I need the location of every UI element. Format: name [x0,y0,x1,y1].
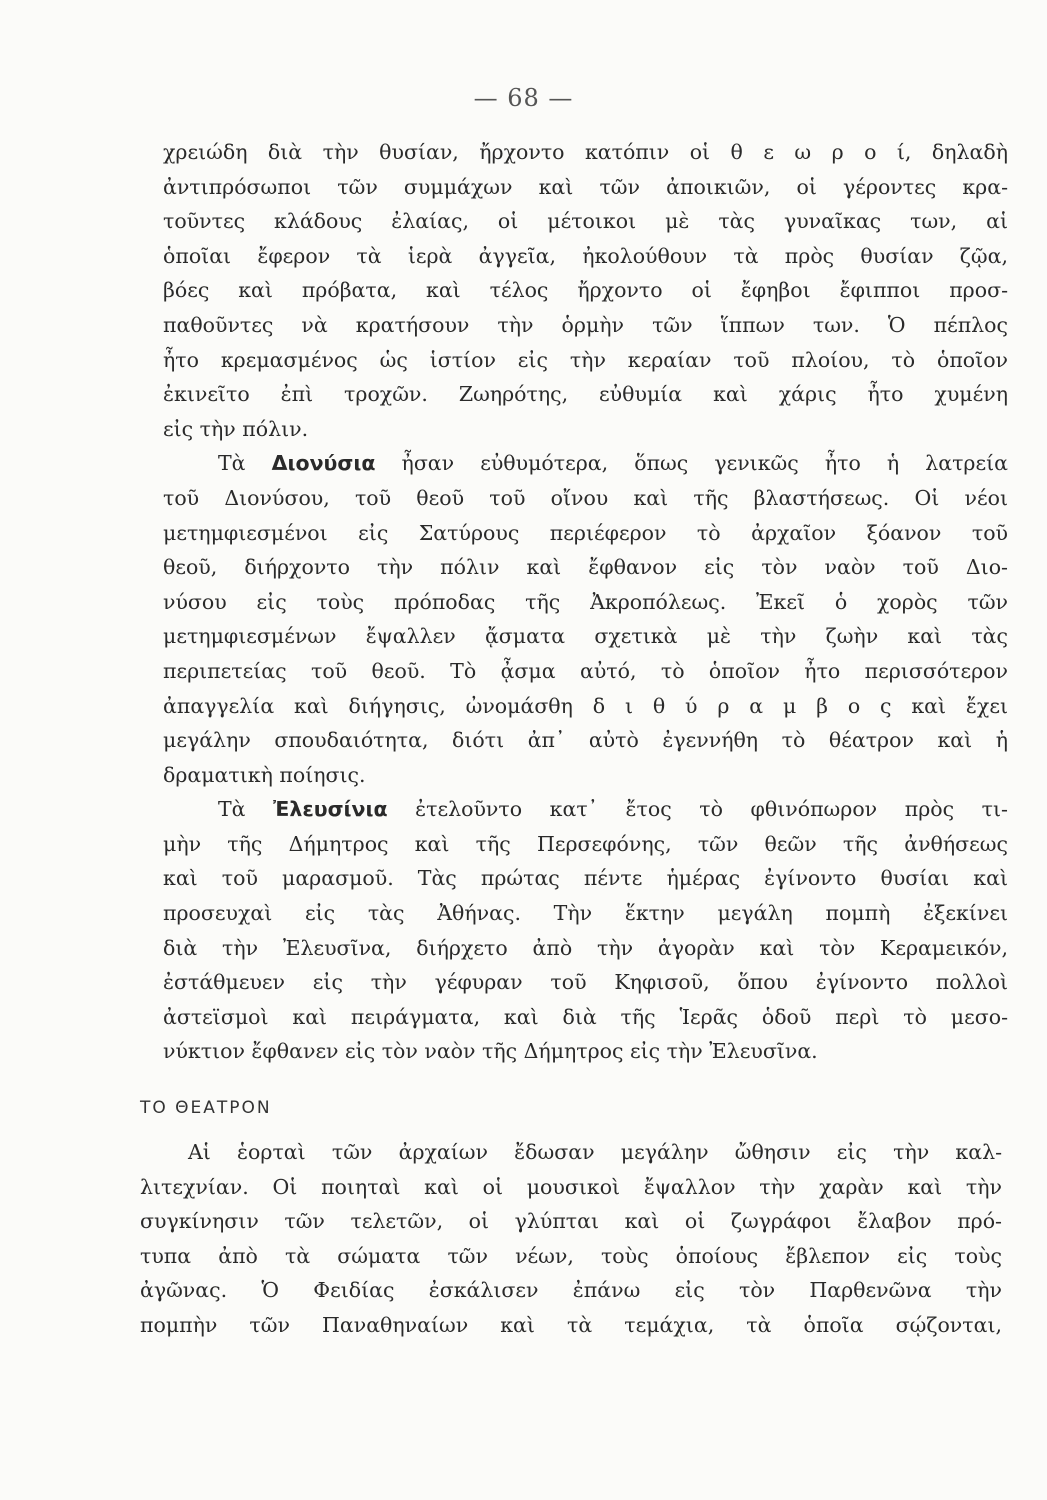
text-line: περιπετείας τοῦ θεοῦ. Τὸ ᾆσμα αὐτό, τὸ ὁποῖον ἦτο περισσότερον [163,658,1008,683]
page-number: — 68 — [473,84,574,112]
text-line: παθοῦντες νὰ κρατήσουν τὴν ὁρμὴν τῶν ἵππων των. Ὁ πέπλος [163,312,1008,337]
text-line: θεοῦ, διήρχοντο τὴν πόλιν καὶ ἔφθανον εἰς τὸν ναὸν τοῦ Διο- [163,555,1008,580]
theatre-section [140,1135,1002,1342]
text-line: τοῦ Διονύσου, τοῦ θεοῦ τοῦ οἴνου καὶ τῆς βλαστήσεως. Οἱ νέοι [163,485,1008,510]
text-line: ἀπαγγελία καὶ διήγησις, ὠνομάσθη δ ι θ ύ ρ α μ β ο ς καὶ ἔχει [163,693,1008,718]
text-line: ἀστεϊσμοὶ καὶ πειράγματα, καὶ διὰ τῆς Ἱερᾶς ὁδοῦ περὶ τὸ μεσο- [163,1004,1008,1029]
eleusinia-first-line-rest: ἐτελοῦντο κατ᾽ ἔτος τὸ φθινόπωρον πρὸς τι- [415,797,1008,822]
text-line: προσευχαὶ εἰς τὰς Ἀθήνας. Τὴν ἕκτην μεγάλη πομπὴ ἐξεκίνει [163,901,1008,926]
text-line: μετημφιεσμένων ἔψαλλεν ᾄσματα σχετικὰ μὲ τὴν ζωὴν καὶ τὰς [163,624,1008,649]
text-line: μεγάλην σπουδαιότητα, διότι ἀπ᾽ αὐτὸ ἐγεννήθη τὸ θέατρον καὶ ἡ [163,728,1008,753]
body-text [163,135,1008,1069]
text-line: χρειώδη διὰ τὴν θυσίαν, ἤρχοντο κατόπιν οἱ θ ε ω ρ ο ί, δηλαδὴ [163,140,1008,164]
dionysia-term: Διονύσια [271,451,376,476]
text-line: δραματικὴ ποίησις. [163,762,366,787]
eleusinia-term: Ἐλευσίνια [273,797,388,822]
text-line: ἀντιπρόσωποι τῶν συμμάχων καὶ τῶν ἀποικιῶν, οἱ γέροντες κρα- [163,174,1008,199]
text-line: μετημφιεσμένοι εἰς Σατύρους περιέφερον τὸ ἀρχαῖον ξόανον τοῦ [163,520,1008,545]
dionysia-first-line [163,446,1008,481]
text-line: λιτεχνίαν. Οἱ ποιηταὶ καὶ οἱ μουσικοὶ ἔψαλλον τὴν χαρὰν καὶ τὴν [140,1174,1002,1199]
text-line: τυπα ἀπὸ τὰ σώματα τῶν νέων, τοὺς ὁποίους ἔβλεπον εἰς τοὺς [140,1243,1002,1268]
text-line: ἐστάθμευεν εἰς τὴν γέφυραν τοῦ Κηφισοῦ, ὅπου ἐγίνοντο πολλοὶ [163,970,1008,995]
text-line: Αἱ ἑορταὶ τῶν ἀρχαίων ἔδωσαν μεγάλην ὤθησιν εἰς τὴν καλ- [188,1140,1002,1164]
dionysia-intro: Τὰ [218,451,246,476]
text-line: νύσου εἰς τοὺς πρόποδας τῆς Ἀκροπόλεως. Ἐκεῖ ὁ χορὸς τῶν [163,589,1008,614]
text-line: μὴν τῆς Δήμητρος καὶ τῆς Περσεφόνης, τῶν θεῶν τῆς ἀνθήσεως [163,831,1008,856]
text-line: ὁποῖαι ἔφερον τὰ ἱερὰ ἀγγεῖα, ἠκολούθουν τὰ πρὸς θυσίαν ζῷα, [163,243,1008,268]
text-line: ἦτο κρεμασμένος ὡς ἱστίον εἰς τὴν κεραίαν τοῦ πλοίου, τὸ ὁποῖον [163,347,1008,372]
text-line: πομπὴν τῶν Παναθηναίων καὶ τὰ τεμάχια, τὰ ὁποῖα σῴζονται, [140,1312,1002,1337]
text-line: τοῦντες κλάδους ἐλαίας, οἱ μέτοικοι μὲ τὰς γυναῖκας των, αἱ [163,209,1008,234]
text-line: ἀγῶνας. Ὁ Φειδίας ἐσκάλισεν ἐπάνω εἰς τὸν Παρθενῶνα τὴν [140,1278,1002,1302]
text-line: νύκτιον ἔφθανεν εἰς τὸν ναὸν τῆς Δήμητρος εἰς τὴν Ἐλευσῖνα. [163,1039,818,1064]
section-heading: ΤΟ ΘΕΑΤΡΟΝ [140,1098,272,1118]
dionysia-first-line-rest: ἦσαν εὐθυμότερα, ὅπως γενικῶς ἦτο ἡ λατρεία [401,451,1008,476]
text-line: διὰ τὴν Ἐλευσῖνα, διήρχετο ἀπὸ τὴν ἀγορὰν καὶ τὸν Κεραμεικόν, [163,935,1008,960]
text-line: εἰς τὴν πόλιν. [163,416,309,441]
text-line: καὶ τοῦ μαρασμοῦ. Τὰς πρώτας πέντε ἡμέρας ἐγίνοντο θυσίαι καὶ [163,866,1008,891]
text-line: βόες καὶ πρόβατα, καὶ τέλος ἤρχοντο οἱ ἔφηβοι ἔφιπποι προσ- [163,278,1008,303]
eleusinia-intro: Τὰ [218,797,246,822]
text-line: συγκίνησιν τῶν τελετῶν, οἱ γλύπται καὶ οἱ ζωγράφοι ἔλαβον πρό- [140,1209,1002,1233]
text-line: ἐκινεῖτο ἐπὶ τροχῶν. Ζωηρότης, εὐθυμία καὶ χάρις ἦτο χυμένη [163,382,1008,407]
eleusinia-first-line [163,792,1008,827]
